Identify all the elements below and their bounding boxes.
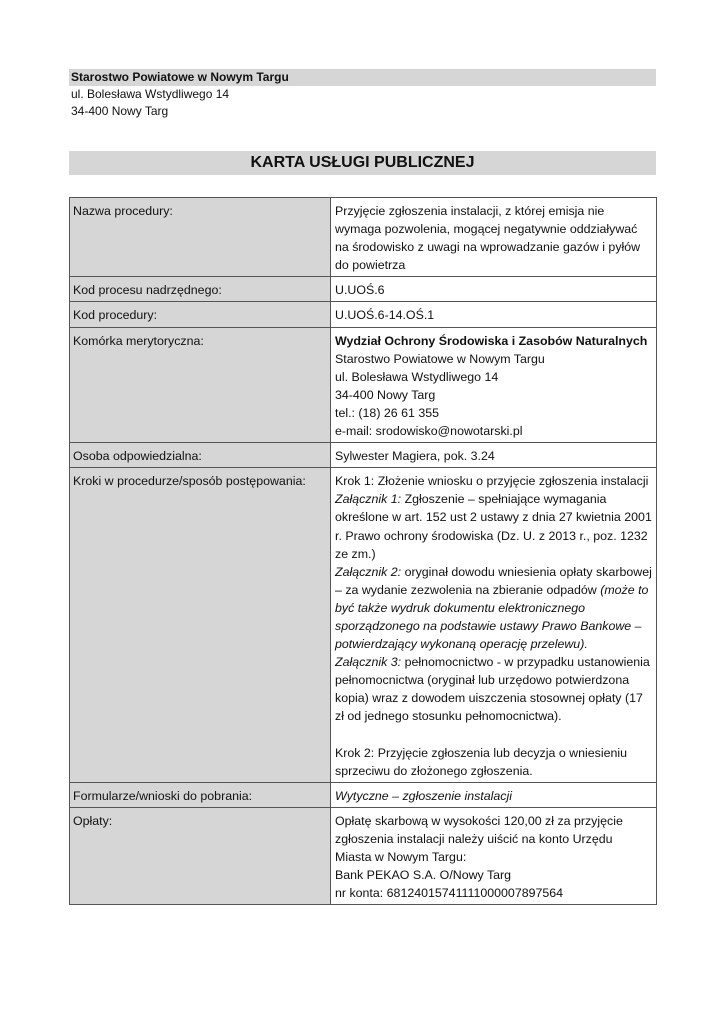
fees-account: nr konta: 68124015741111000007897564 (335, 886, 564, 901)
department-office: Starostwo Powiatowe w Nowym Targu (335, 351, 545, 366)
department-value (331, 327, 657, 443)
fees-bank: Bank PEKAO S.A. O/Nowy Targ (335, 868, 512, 883)
procedure-steps-label: Kroki w procedurze/sposób postępowania: (70, 468, 331, 783)
row-fees (70, 807, 657, 904)
parent-process-code-label: Kod procesu nadrzędnego: (70, 277, 331, 302)
procedure-code-value: U.UOŚ.6-14.OŚ.1 (331, 302, 657, 327)
department-phone: tel.: (18) 26 61 355 (335, 405, 440, 420)
attachment-1-label: Załącznik 1: (335, 492, 402, 507)
step-1: Krok 1: Złożenie wniosku o przyjęcie zgłoszenia instalacji (335, 474, 649, 489)
attachment-3-text: pełnomocnictwo - w przypadku ustanowienia pełnomocnictwa (oryginał lub urzędowo potwierdzona kopia) wraz z dowodem uiszczenia stosownej opłaty (17 zł od jednego stosunku pełnomocnictwa). (335, 655, 650, 724)
attachment-1 (335, 490, 652, 562)
fees-value (331, 807, 657, 904)
parent-process-code-value: U.UOŚ.6 (331, 277, 657, 302)
attachment-2-note: (może to być także wydruk dokumentu elektronicznego sporządzonego na podstawie ustawy Prawo Bankowe – potwierdzający wykonaną operację przelewu). (335, 582, 649, 652)
responsible-person-label: Osoba odpowiedzialna: (70, 443, 331, 468)
attachment-1-text: Zgłoszenie – spełniające wymagania określone w art. 152 ust 2 ustawy z dnia 27 kwietnia 2001 r. Prawo ochrony środowiska (Dz. U. z 2013 r., poz. 1232 ze zm.) (335, 492, 652, 561)
forms-label: Formularze/wnioski do pobrania: (70, 782, 331, 807)
procedure-name-value: Przyjęcie zgłoszenia instalacji, z której emisja nie wymaga pozwolenia, mogącej negatywnie oddziaływać na środowisko z uwagi na wprowadzanie gazów i pyłów do powietrza (331, 198, 657, 277)
step-2: Krok 2: Przyjęcie zgłoszenia lub decyzja o wniesieniu sprzeciwu do złożonego zgłoszenia. (335, 745, 628, 778)
office-header (69, 69, 656, 120)
office-city: 34-400 Nowy Targ (71, 104, 169, 118)
attachment-2 (335, 563, 652, 653)
attachment-2-text: oryginał dowodu wniesienia opłaty skarbowej – za wydanie zezwolenia na zbieranie odpadów (335, 564, 652, 597)
row-procedure-code (70, 302, 657, 327)
procedure-code-label: Kod procedury: (70, 302, 331, 327)
steps-spacer (335, 726, 652, 744)
attachment-2-label: Załącznik 2: (335, 564, 402, 579)
office-street: ul. Bolesława Wstydliwego 14 (71, 87, 230, 101)
row-forms (70, 782, 657, 807)
row-department (70, 327, 657, 443)
forms-link[interactable]: Wytyczne – zgłoszenie instalacji (331, 782, 657, 807)
attachment-3-label: Załącznik 3: (335, 655, 402, 670)
procedure-name-label: Nazwa procedury: (70, 198, 331, 277)
row-procedure-name (70, 198, 657, 277)
department-name: Wydział Ochrony Środowiska i Zasobów Naturalnych (335, 333, 648, 348)
department-label: Komórka merytoryczna: (70, 327, 331, 443)
department-street: ul. Bolesława Wstydliwego 14 (335, 369, 499, 384)
office-name: Starostwo Powiatowe w Nowym Targu (69, 69, 656, 86)
row-procedure-steps (70, 468, 657, 783)
row-parent-process-code (70, 277, 657, 302)
procedure-table (69, 197, 657, 905)
procedure-steps-value (331, 468, 657, 783)
fees-label: Opłaty: (70, 807, 331, 904)
department-city: 34-400 Nowy Targ (335, 387, 436, 402)
document-title: KARTA USŁUGI PUBLICZNEJ (69, 151, 656, 175)
department-email: e-mail: srodowisko@nowotarski.pl (335, 424, 523, 439)
responsible-person-value: Sylwester Magiera, pok. 3.24 (331, 443, 657, 468)
fees-text: Opłatę skarbową w wysokości 120,00 zł za przyjęcie zgłoszenia instalacji należy uiścić na konto Urzędu Miasta w Nowym Targu: (335, 813, 623, 864)
attachment-3 (335, 653, 652, 725)
row-responsible-person (70, 443, 657, 468)
